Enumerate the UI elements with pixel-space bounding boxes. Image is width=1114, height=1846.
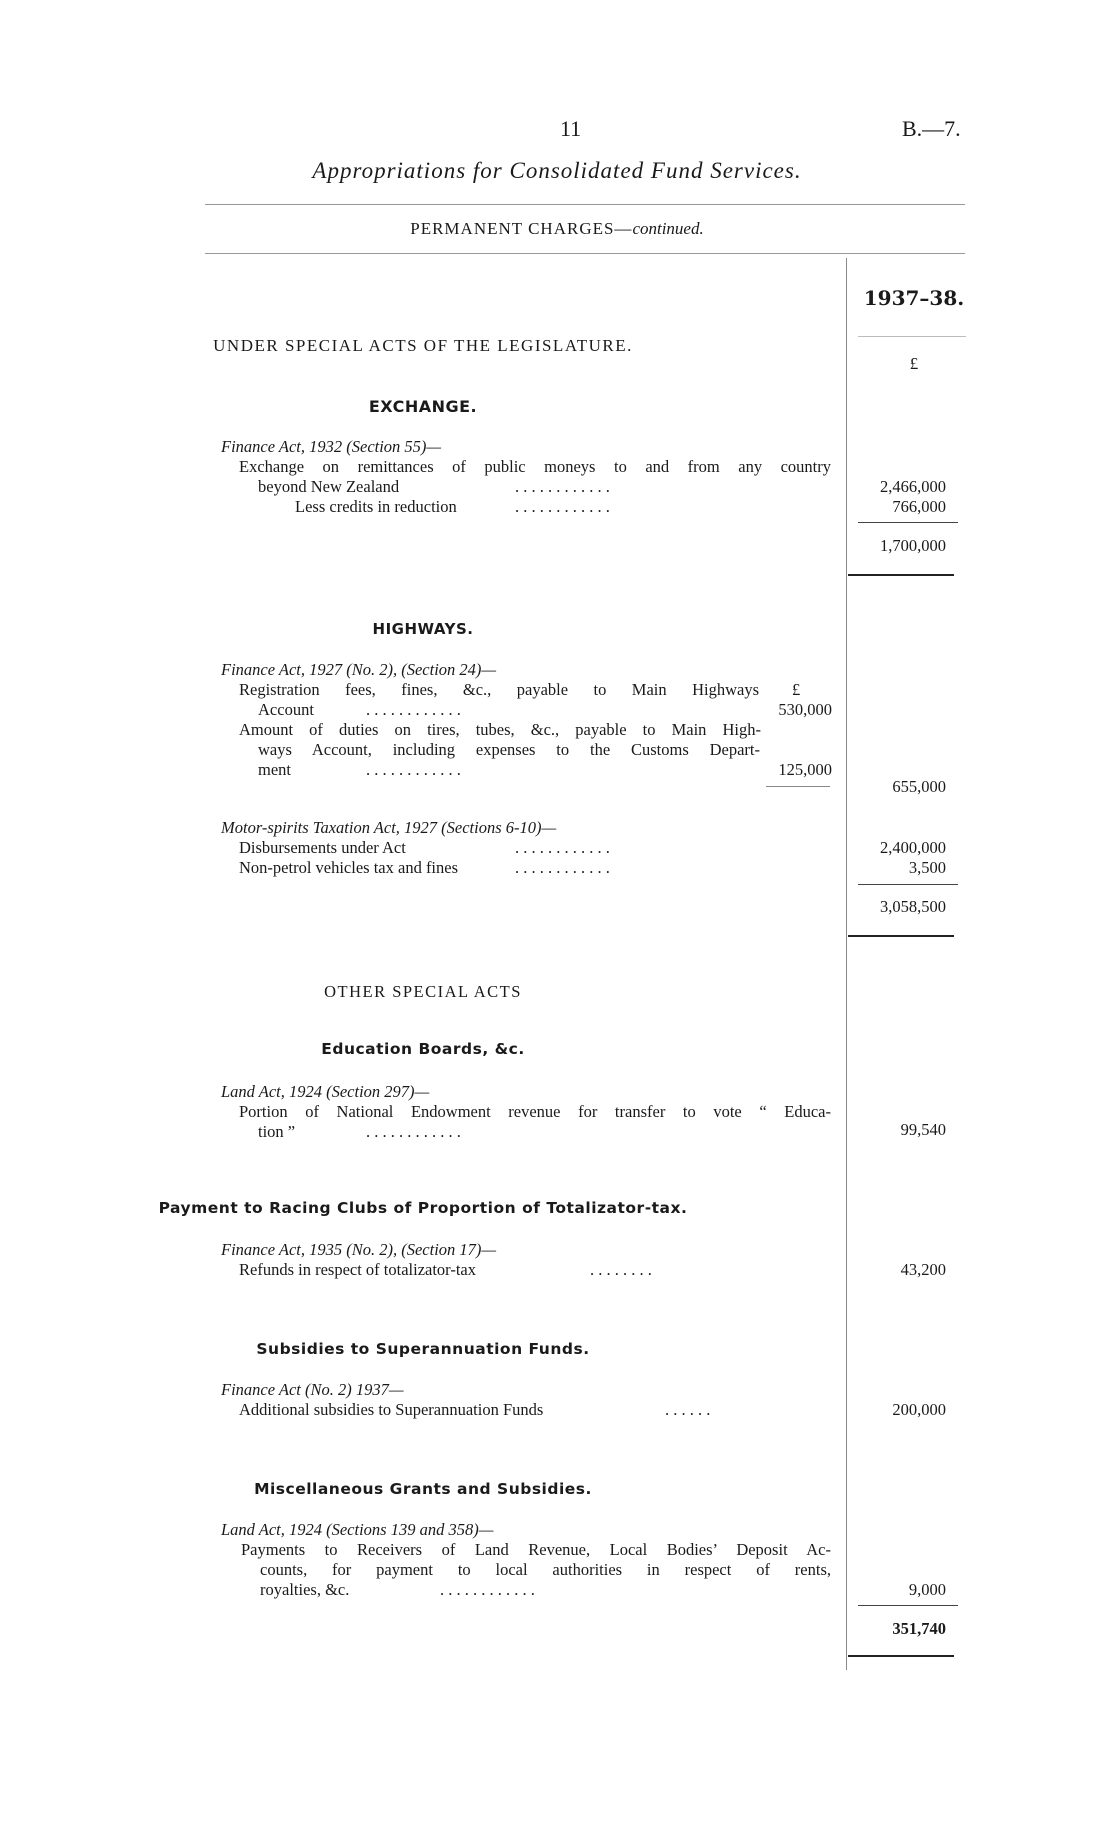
education-heading: Education Boards, &c. <box>321 1040 525 1058</box>
misc-heading: Miscellaneous Grants and Subsidies. <box>254 1480 592 1498</box>
racing-line-1: Refunds in respect of totalizator-tax <box>239 1260 477 1279</box>
superannuation-act: Finance Act (No. 2) 1937— <box>221 1380 404 1399</box>
racing-heading: Payment to Racing Clubs of Proportion of Totalizator-tax. <box>158 1199 688 1217</box>
dot-leader: . . . . . . <box>665 1400 711 1419</box>
highways-inner-rule <box>766 786 830 787</box>
dot-leader: . . . . . . . . . . . . <box>515 477 610 496</box>
exchange-line-2: beyond New Zealand <box>258 477 400 496</box>
misc-subtotal-rule <box>858 1605 958 1606</box>
highways-subtotal-rule <box>858 884 958 885</box>
education-amount: 99,540 <box>900 1120 946 1139</box>
exchange-act: Finance Act, 1932 (Section 55)— <box>221 437 442 456</box>
exchange-total: 1,700,000 <box>880 536 946 555</box>
dot-leader: . . . . . . . . . . . . <box>440 1580 535 1599</box>
registration-line-1: Registration fees, fines, &c., payable to Main Highways <box>239 680 759 699</box>
racing-amount: 43,200 <box>900 1260 946 1279</box>
dot-leader: . . . . . . . . . . . . <box>366 700 461 719</box>
highways-total: 3,058,500 <box>880 897 946 916</box>
page-title: Appropriations for Consolidated Fund Services. <box>312 158 802 183</box>
misc-total: 351,740 <box>892 1619 946 1638</box>
superannuation-line-1: Additional subsidies to Superannuation Funds <box>239 1400 544 1419</box>
highways-total-rule <box>848 935 954 937</box>
highways-subtotal: 655,000 <box>892 777 946 796</box>
non-petrol-line: Non-petrol vehicles tax and fines <box>239 858 459 877</box>
misc-line-3: royalties, &c. <box>260 1580 350 1599</box>
year-column-header: 1937–38. <box>863 286 965 310</box>
dot-leader: . . . . . . . . <box>590 1260 652 1279</box>
duties-line-3: ment <box>258 760 291 779</box>
other-acts-heading: OTHER SPECIAL ACTS <box>324 982 522 1001</box>
highways-heading: HIGHWAYS. <box>372 620 474 638</box>
dot-leader: . . . . . . . . . . . . <box>515 858 610 877</box>
misc-act: Land Act, 1924 (Sections 139 and 358)— <box>221 1520 494 1539</box>
document-code: B.—7. <box>902 116 961 141</box>
registration-pound-unit: £ <box>792 680 801 699</box>
dot-leader: . . . . . . . . . . . . <box>366 760 461 779</box>
exchange-heading: EXCHANGE. <box>368 397 478 416</box>
subheading-continued: continued. <box>632 219 704 238</box>
education-line-2: tion ” <box>258 1122 296 1141</box>
exchange-line-3-amount: 766,000 <box>892 497 946 516</box>
dot-leader: . . . . . . . . . . . . <box>515 838 610 857</box>
superannuation-heading: Subsidies to Superannuation Funds. <box>256 1340 590 1358</box>
racing-act: Finance Act, 1935 (No. 2), (Section 17)— <box>221 1240 497 1259</box>
superannuation-amount: 200,000 <box>892 1400 946 1419</box>
registration-amount: 530,000 <box>778 700 832 719</box>
education-act: Land Act, 1924 (Section 297)— <box>221 1082 430 1101</box>
special-acts-heading: UNDER SPECIAL ACTS OF THE LEGISLATURE. <box>213 336 633 355</box>
title-rule <box>205 204 965 205</box>
dot-leader: . . . . . . . . . . . . <box>515 497 610 516</box>
highways-act-2: Motor-spirits Taxation Act, 1927 (Sections 6-10)— <box>221 818 557 837</box>
exchange-line-1: Exchange on remittances of public moneys to and from any country <box>239 457 831 476</box>
non-petrol-amount: 3,500 <box>908 858 946 877</box>
duties-line-2: ways Account, including expenses to the Customs Depart- <box>258 740 760 759</box>
misc-amount: 9,000 <box>908 1580 946 1599</box>
dot-leader: . . . . . . . . . . . . <box>366 1122 461 1141</box>
subheading <box>0 219 1114 239</box>
exchange-subtotal-rule <box>858 522 958 523</box>
misc-line-2: counts, for payment to local authorities in respect of rents, <box>260 1560 831 1579</box>
disbursements-amount: 2,400,000 <box>880 838 946 857</box>
year-header-rule <box>858 336 966 337</box>
subheading-text: PERMANENT CHARGES— <box>410 219 633 238</box>
exchange-line-2-amount: 2,466,000 <box>880 477 946 496</box>
registration-line-2: Account <box>258 700 314 719</box>
column-divider <box>846 258 847 1670</box>
disbursements-line: Disbursements under Act <box>239 838 406 857</box>
duties-line-1: Amount of duties on tires, tubes, &c., payable to Main High- <box>239 720 761 739</box>
misc-line-1: Payments to Receivers of Land Revenue, Local Bodies’ Deposit Ac- <box>241 1540 831 1559</box>
exchange-line-3: Less credits in reduction <box>295 497 457 516</box>
page-number: 11 <box>560 116 582 141</box>
table-top-rule <box>205 253 965 254</box>
education-line-1: Portion of National Endowment revenue for transfer to vote “ Educa- <box>239 1102 831 1121</box>
exchange-total-rule <box>848 574 954 576</box>
duties-amount: 125,000 <box>778 760 832 779</box>
misc-total-rule <box>848 1655 954 1657</box>
pound-unit: £ <box>909 354 919 373</box>
highways-act-1: Finance Act, 1927 (No. 2), (Section 24)— <box>221 660 497 679</box>
